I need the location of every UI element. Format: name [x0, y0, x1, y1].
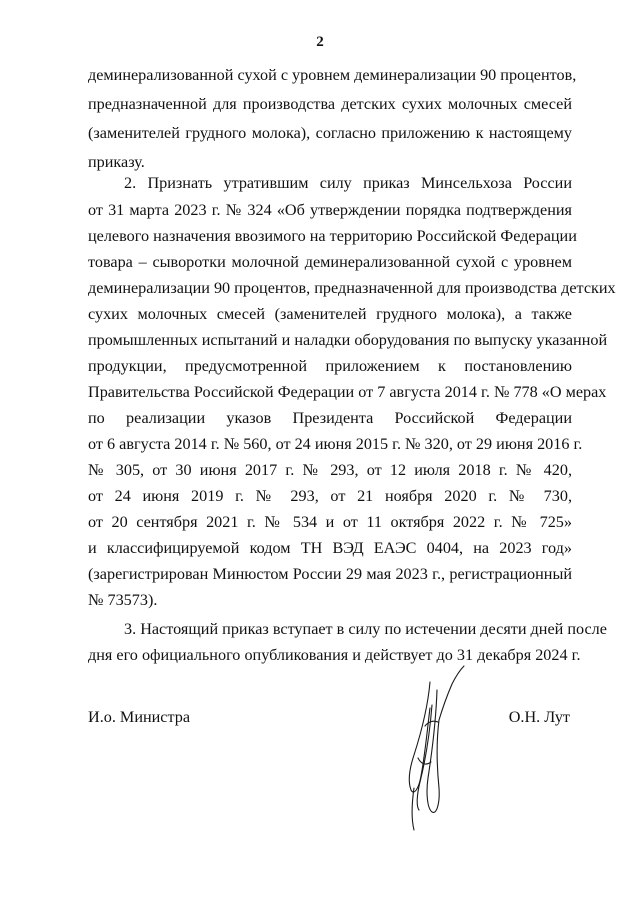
text-line: от 31 марта 2023 г. № 324 «Об утверждении порядка подтверждения — [88, 201, 572, 219]
text-line: приказу. — [88, 153, 145, 171]
text-line: промышленных испытаний и наладки оборудования по выпуску указанной — [88, 331, 608, 349]
text-line: предназначенной для производства детских сухих молочных смесей — [88, 95, 572, 113]
text-line: Правительства Российской Федерации от 7 августа 2014 г. № 778 «О мерах — [88, 383, 607, 401]
handwritten-signature — [392, 660, 472, 835]
signatory-position: И.о. Министра — [88, 708, 191, 726]
text-line: продукции, предусмотренной приложением к постановлению — [88, 357, 572, 375]
text-line: от 6 августа 2014 г. № 560, от 24 июня 2015 г. № 320, от 29 июня 2016 г. — [88, 435, 583, 453]
text-line: товара – сыворотки молочной деминерализованной сухой с уровнем — [88, 253, 572, 271]
text-line: по реализации указов Президента Российской Федерации — [88, 409, 572, 427]
text-line: целевого назначения ввозимого на территорию Российской Федерации — [88, 227, 577, 245]
text-line: № 73573). — [88, 591, 158, 609]
signatory-name: О.Н. Лут — [508, 708, 570, 726]
text-line: (заменителей грудного молока), согласно приложению к настоящему — [88, 124, 572, 142]
text-line: от 24 июня 2019 г. № 293, от 21 ноября 2020 г. № 730, — [88, 487, 572, 505]
text-line: (зарегистрирован Минюстом России 29 мая 2023 г., регистрационный — [88, 565, 572, 583]
text-line: № 305, от 30 июня 2017 г. № 293, от 12 июля 2018 г. № 420, — [88, 461, 572, 479]
text-line: деминерализованной сухой с уровнем деминерализации 90 процентов, — [88, 66, 577, 84]
text-line: деминерализации 90 процентов, предназначенной для производства детских — [88, 279, 616, 297]
text-line: 3. Настоящий приказ вступает в силу по истечении десяти дней после — [124, 620, 607, 638]
text-line: сухих молочных смесей (заменителей грудного молока), а также — [88, 305, 572, 323]
text-line: дня его официального опубликования и действует до 31 декабря 2024 г. — [88, 646, 581, 664]
page-number: 2 — [316, 34, 324, 50]
text-line: 2. Признать утратившим силу приказ Минсельхоза России — [124, 174, 572, 192]
text-line: от 20 сентября 2021 г. № 534 и от 11 октября 2022 г. № 725» — [88, 513, 572, 531]
text-line: и классифицируемой кодом ТН ВЭД ЕАЭС 0404, на 2023 год» — [88, 539, 572, 557]
